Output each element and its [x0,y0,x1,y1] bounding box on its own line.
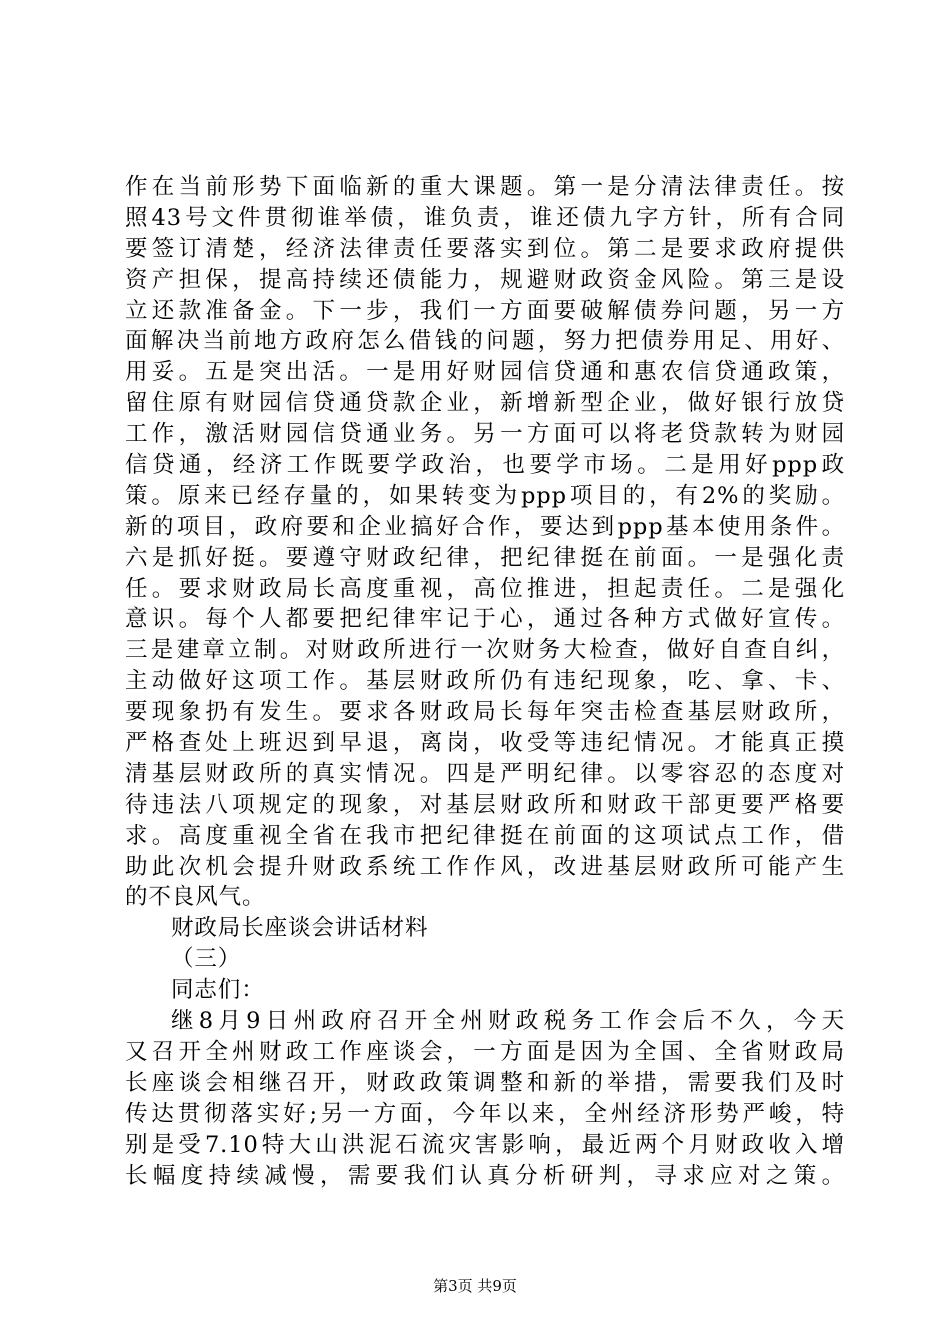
text-line-31: 传达贯彻落实好;另一方面，今年以来，全州经济形势严峻，特 [125,1100,845,1127]
text-line-20: 清基层财政所的真实情况。四是严明纪律。以零容忍的态度对 [125,760,845,787]
text-line-24: 的不良风气。 [125,884,266,911]
text-line-11: 策。原来已经存量的，如果转变为ppp项目的，有2%的奖励。 [125,482,845,509]
text-line-16: 三是建章立制。对财政所进行一次财务大检查，做好自查自纠， [125,637,845,664]
text-line-4: 资产担保，提高持续还债能力，规避财政资金风险。第三是设 [125,266,845,293]
page-footer [0,1276,950,1296]
text-line-28: 继8月9日州政府召开全州财政税务工作会后不久，今天 [171,1008,845,1035]
text-line-5: 立还款准备金。下一步，我们一方面要破解债券问题，另一方 [125,297,845,324]
text-line-14: 任。要求财政局长高度重视，高位推进，担起责任。二是强化 [125,575,845,602]
salutation: 同志们： [171,977,265,1004]
text-line-21: 待违法八项规定的现象，对基层财政所和财政干部更要严格要 [125,791,845,818]
text-line-15: 意识。每个人都要把纪律牢记于心，通过各种方式做好宣传。 [125,606,845,633]
text-line-18: 要现象扔有发生。要求各财政局长每年突击检查基层财政所， [125,699,845,726]
text-line-9: 工作，激活财园信贷通业务。另一方面可以将老贷款转为财园 [125,421,845,448]
text-line-30: 长座谈会相继召开，财政政策调整和新的举措，需要我们及时 [125,1069,845,1096]
text-line-23: 助此次机会提升财政系统工作作风，改进基层财政所可能产生 [125,853,845,880]
text-line-2: 照43号文件贯彻谁举债，谁负责，谁还债九字方针，所有合同 [125,204,845,231]
text-line-33: 长幅度持续减慢，需要我们认真分析研判，寻求应对之策。 [125,1162,845,1189]
text-line-19: 严格查处上班迟到早退，离岗，收受等违纪情况。才能真正摸 [125,730,845,757]
section-number: （三） [171,946,242,973]
page-number-label: 第3页 共9页 [433,1277,517,1295]
text-line-6: 面解决当前地方政府怎么借钱的问题，努力把债券用足、用好、 [125,328,845,355]
text-line-22: 求。高度重视全省在我市把纪律挺在前面的这项试点工作，借 [125,822,845,849]
body-text [125,172,845,1191]
text-line-8: 留住原有财园信贷通贷款企业，新增新型企业，做好银行放贷 [125,390,845,417]
text-line-7: 用妥。五是突出活。一是用好财园信贷通和惠农信贷通政策， [125,359,845,386]
text-line-1: 作在当前形势下面临新的重大课题。第一是分清法律责任。按 [125,174,845,200]
text-line-17: 主动做好这项工作。基层财政所仍有违纪现象，吃、拿、卡、 [125,668,845,695]
text-line-12: 新的项目，政府要和企业搞好合作，要达到ppp基本使用条件。 [125,513,845,540]
text-line-10: 信贷通，经济工作既要学政治，也要学市场。二是用好ppp政 [125,452,845,479]
text-line-3: 要签订清楚，经济法律责任要落实到位。第二是要求政府提供 [125,235,845,262]
text-line-29: 又召开全州财政工作座谈会，一方面是因为全国、全省财政局 [125,1038,845,1065]
text-line-32: 别是受7.10特大山洪泥石流灾害影响，最近两个月财政收入增 [125,1131,845,1158]
text-line-13: 六是抓好挺。要遵守财政纪律，把纪律挺在前面。一是强化责 [125,544,845,571]
section-title: 财政局长座谈会讲话材料 [171,915,429,942]
